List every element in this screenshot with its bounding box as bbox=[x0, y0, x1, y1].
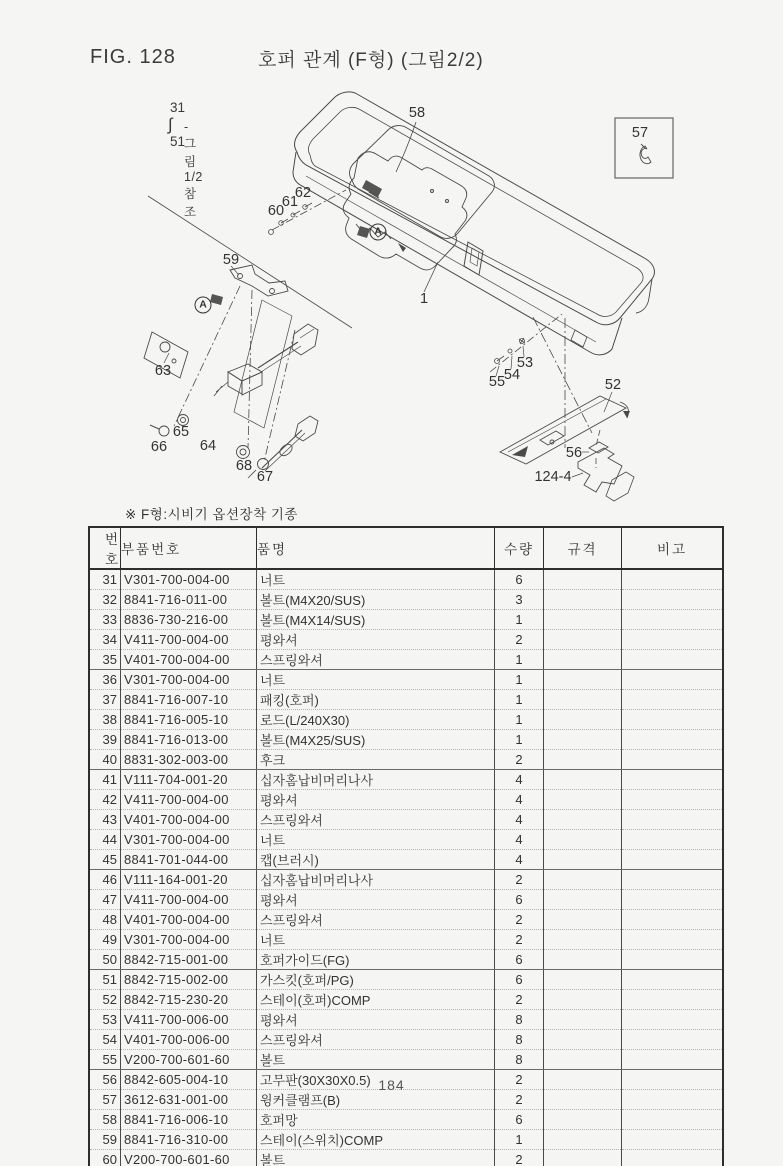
remarks bbox=[622, 670, 724, 690]
remarks bbox=[622, 770, 724, 790]
row-number: 31 bbox=[89, 569, 121, 590]
table-row bbox=[89, 710, 723, 730]
part-number: 8841-716-310-00 bbox=[121, 1130, 257, 1150]
remarks bbox=[622, 569, 724, 590]
table-row bbox=[89, 610, 723, 630]
table-row bbox=[89, 970, 723, 990]
column-header: 규격 bbox=[544, 527, 622, 569]
remarks bbox=[622, 850, 724, 870]
table-row bbox=[89, 850, 723, 870]
row-number: 43 bbox=[89, 810, 121, 830]
quantity: 2 bbox=[495, 1090, 544, 1110]
spec bbox=[544, 810, 622, 830]
spec bbox=[544, 1150, 622, 1166]
part-number: 8831-302-003-00 bbox=[121, 750, 257, 770]
quantity: 4 bbox=[495, 830, 544, 850]
table-row bbox=[89, 730, 723, 750]
row-number: 59 bbox=[89, 1130, 121, 1150]
row-number: 45 bbox=[89, 850, 121, 870]
view-marker-a-2: A bbox=[195, 297, 212, 314]
part-name: 호퍼가이드(FG) bbox=[257, 950, 495, 970]
part-name: 스프링와셔 bbox=[257, 650, 495, 670]
callout-61: 61 bbox=[281, 193, 299, 210]
part-name: 너트 bbox=[257, 830, 495, 850]
part-name: 너트 bbox=[257, 930, 495, 950]
remarks bbox=[622, 1050, 724, 1070]
quantity: 1 bbox=[495, 1130, 544, 1150]
part-name: 평와셔 bbox=[257, 790, 495, 810]
construction-line bbox=[148, 193, 352, 328]
spec bbox=[544, 630, 622, 650]
part-number: V401-700-004-00 bbox=[121, 650, 257, 670]
spec bbox=[544, 1110, 622, 1130]
quantity: 3 bbox=[495, 590, 544, 610]
remarks bbox=[622, 950, 724, 970]
quantity: 2 bbox=[495, 750, 544, 770]
part-number: V401-700-006-00 bbox=[121, 1030, 257, 1050]
part-number: 8841-701-044-00 bbox=[121, 850, 257, 870]
spec bbox=[544, 910, 622, 930]
quantity: 6 bbox=[495, 950, 544, 970]
quantity: 2 bbox=[495, 1150, 544, 1166]
figure-number: FIG. 128 bbox=[90, 46, 176, 68]
part-number: V301-700-004-00 bbox=[121, 569, 257, 590]
callout-56: 56 bbox=[565, 444, 583, 461]
remarks bbox=[622, 1010, 724, 1030]
table-row bbox=[89, 630, 723, 650]
table-row bbox=[89, 1130, 723, 1150]
table-row bbox=[89, 790, 723, 810]
parts-table-head-row bbox=[89, 527, 723, 569]
part-name: 패킹(호퍼) bbox=[257, 690, 495, 710]
quantity: 6 bbox=[495, 1110, 544, 1130]
part-number: 8841-716-005-10 bbox=[121, 710, 257, 730]
quantity: 8 bbox=[495, 1050, 544, 1070]
parts-table bbox=[88, 526, 724, 1166]
part-number: V411-700-004-00 bbox=[121, 890, 257, 910]
table-row bbox=[89, 870, 723, 890]
quantity: 1 bbox=[495, 610, 544, 630]
part-name: 평와셔 bbox=[257, 630, 495, 650]
callout-64: 64 bbox=[199, 437, 217, 454]
part-name: 로드(L/240X30) bbox=[257, 710, 495, 730]
part-number: 8842-715-002-00 bbox=[121, 970, 257, 990]
part-name: 스프링와셔 bbox=[257, 910, 495, 930]
spec bbox=[544, 830, 622, 850]
callout-65: 65 bbox=[172, 423, 190, 440]
table-row bbox=[89, 770, 723, 790]
remarks bbox=[622, 750, 724, 770]
table-row bbox=[89, 890, 723, 910]
spec bbox=[544, 770, 622, 790]
row-number: 54 bbox=[89, 1030, 121, 1050]
spec bbox=[544, 750, 622, 770]
inset-callout-57: 57 bbox=[631, 124, 649, 141]
row-number: 44 bbox=[89, 830, 121, 850]
part-number: V411-700-006-00 bbox=[121, 1010, 257, 1030]
callout-68: 68 bbox=[235, 457, 253, 474]
ref-range-end: 51 bbox=[170, 134, 186, 149]
table-row bbox=[89, 910, 723, 930]
table-row bbox=[89, 990, 723, 1010]
part-name: 스테이(호퍼)COMP bbox=[257, 990, 495, 1010]
spec bbox=[544, 670, 622, 690]
part-name: 가스킷(호퍼/PG) bbox=[257, 970, 495, 990]
table-row bbox=[89, 930, 723, 950]
column-header: 수량 bbox=[495, 527, 544, 569]
part-name: 스테이(스위치)COMP bbox=[257, 1130, 495, 1150]
part-name: 볼트 bbox=[257, 1050, 495, 1070]
part-name: 볼트 bbox=[257, 1150, 495, 1166]
part-name: 윙커클램프(B) bbox=[257, 1090, 495, 1110]
column-header: 품명 bbox=[257, 527, 495, 569]
quantity: 1 bbox=[495, 690, 544, 710]
row-number: 53 bbox=[89, 1010, 121, 1030]
quantity: 4 bbox=[495, 810, 544, 830]
row-number: 55 bbox=[89, 1050, 121, 1070]
remarks bbox=[622, 870, 724, 890]
part-name: 고무판(30X30X0.5) bbox=[257, 1070, 495, 1090]
part-name: 볼트(M4X25/SUS) bbox=[257, 730, 495, 750]
quantity: 4 bbox=[495, 770, 544, 790]
quantity: 1 bbox=[495, 650, 544, 670]
part-name: 볼트(M4X14/SUS) bbox=[257, 610, 495, 630]
remarks bbox=[622, 690, 724, 710]
quantity: 1 bbox=[495, 670, 544, 690]
callout-60: 60 bbox=[267, 202, 285, 219]
table-row bbox=[89, 590, 723, 610]
callout-66: 66 bbox=[150, 438, 168, 455]
row-number: 60 bbox=[89, 1150, 121, 1166]
callout-1: 1 bbox=[419, 290, 429, 307]
leader-1 bbox=[424, 262, 438, 292]
row-number: 38 bbox=[89, 710, 121, 730]
callout-63: 63 bbox=[154, 362, 172, 379]
page-number: 184 bbox=[378, 1077, 405, 1093]
quantity: 4 bbox=[495, 850, 544, 870]
row-number: 37 bbox=[89, 690, 121, 710]
remarks bbox=[622, 830, 724, 850]
part-name: 너트 bbox=[257, 569, 495, 590]
part-number: 8841-716-011-00 bbox=[121, 590, 257, 610]
row-number: 35 bbox=[89, 650, 121, 670]
remarks bbox=[622, 590, 724, 610]
row-number: 51 bbox=[89, 970, 121, 990]
quantity: 6 bbox=[495, 890, 544, 910]
spec bbox=[544, 990, 622, 1010]
part-number: V301-700-004-00 bbox=[121, 930, 257, 950]
row-number: 50 bbox=[89, 950, 121, 970]
part-name: 스프링와셔 bbox=[257, 810, 495, 830]
part-number: 8836-730-216-00 bbox=[121, 610, 257, 630]
callout-52: 52 bbox=[604, 376, 622, 393]
part-name: 평와셔 bbox=[257, 890, 495, 910]
row-number: 41 bbox=[89, 770, 121, 790]
part-name: 스프링와셔 bbox=[257, 1030, 495, 1050]
part-number: V411-700-004-00 bbox=[121, 790, 257, 810]
spec bbox=[544, 569, 622, 590]
quantity: 2 bbox=[495, 630, 544, 650]
row-number: 56 bbox=[89, 1070, 121, 1090]
row-number: 33 bbox=[89, 610, 121, 630]
row-number: 32 bbox=[89, 590, 121, 610]
callout-62: 62 bbox=[294, 184, 312, 201]
spec bbox=[544, 890, 622, 910]
part-number: V301-700-004-00 bbox=[121, 830, 257, 850]
quantity: 4 bbox=[495, 790, 544, 810]
part-name: 십자홈납비머리나사 bbox=[257, 870, 495, 890]
row-number: 57 bbox=[89, 1090, 121, 1110]
quantity: 6 bbox=[495, 569, 544, 590]
callout-59: 59 bbox=[222, 251, 240, 268]
spec bbox=[544, 590, 622, 610]
part-name: 후크 bbox=[257, 750, 495, 770]
remarks bbox=[622, 930, 724, 950]
ref-note-text: - 그림1/2참조 bbox=[184, 120, 203, 219]
quantity: 2 bbox=[495, 910, 544, 930]
part-name: 십자홈납비머리나사 bbox=[257, 770, 495, 790]
spec bbox=[544, 930, 622, 950]
part-number: 8842-715-230-20 bbox=[121, 990, 257, 1010]
row-number: 48 bbox=[89, 910, 121, 930]
column-header: 비고 bbox=[622, 527, 724, 569]
range-brace-icon: ∫ bbox=[168, 115, 173, 134]
table-row bbox=[89, 1110, 723, 1130]
quantity: 2 bbox=[495, 930, 544, 950]
table-note: ※ F형:시비기 옵션장착 기종 bbox=[125, 507, 298, 522]
spec bbox=[544, 730, 622, 750]
spec bbox=[544, 870, 622, 890]
table-row bbox=[89, 1030, 723, 1050]
table-row bbox=[89, 1050, 723, 1070]
table-row bbox=[89, 569, 723, 590]
part-number: V111-704-001-20 bbox=[121, 770, 257, 790]
remarks bbox=[622, 630, 724, 650]
page-title: 호퍼 관계 (F형) (그림2/2) bbox=[258, 50, 484, 71]
part-name: 캡(브러시) bbox=[257, 850, 495, 870]
part-number: 8841-716-007-10 bbox=[121, 690, 257, 710]
view-marker-a-1: A bbox=[370, 224, 387, 241]
table-row bbox=[89, 950, 723, 970]
spec bbox=[544, 1050, 622, 1070]
quantity: 1 bbox=[495, 710, 544, 730]
row-number: 34 bbox=[89, 630, 121, 650]
callout-67: 67 bbox=[256, 468, 274, 485]
table-row bbox=[89, 1010, 723, 1030]
quantity: 2 bbox=[495, 990, 544, 1010]
row-number: 46 bbox=[89, 870, 121, 890]
spec bbox=[544, 650, 622, 670]
part-number: V411-700-004-00 bbox=[121, 630, 257, 650]
callout-55: 55 bbox=[488, 373, 506, 390]
remarks bbox=[622, 1150, 724, 1166]
part-number: V111-164-001-20 bbox=[121, 870, 257, 890]
remarks bbox=[622, 810, 724, 830]
part-number: 8841-716-013-00 bbox=[121, 730, 257, 750]
quantity: 8 bbox=[495, 1030, 544, 1050]
part-number: V200-700-601-60 bbox=[121, 1150, 257, 1166]
part-name: 호퍼망 bbox=[257, 1110, 495, 1130]
remarks bbox=[622, 910, 724, 930]
spec bbox=[544, 970, 622, 990]
part-number: V401-700-004-00 bbox=[121, 810, 257, 830]
ref-range-start: 31 bbox=[170, 100, 186, 115]
table-row bbox=[89, 830, 723, 850]
spec bbox=[544, 1130, 622, 1150]
row-number: 42 bbox=[89, 790, 121, 810]
quantity: 8 bbox=[495, 1010, 544, 1030]
row-number: 39 bbox=[89, 730, 121, 750]
remarks bbox=[622, 730, 724, 750]
part-number: V401-700-004-00 bbox=[121, 910, 257, 930]
remarks bbox=[622, 1110, 724, 1130]
part-name: 너트 bbox=[257, 670, 495, 690]
spec bbox=[544, 850, 622, 870]
row-number: 58 bbox=[89, 1110, 121, 1130]
gasket-blob bbox=[343, 122, 467, 270]
remarks bbox=[622, 710, 724, 730]
remarks bbox=[622, 890, 724, 910]
spec bbox=[544, 690, 622, 710]
callout-124-4: 124-4 bbox=[534, 468, 572, 485]
quantity: 1 bbox=[495, 730, 544, 750]
part-name: 평와셔 bbox=[257, 1010, 495, 1030]
quantity: 2 bbox=[495, 1070, 544, 1090]
part-number: 3612-631-001-00 bbox=[121, 1090, 257, 1110]
row-number: 49 bbox=[89, 930, 121, 950]
diagram-drawing bbox=[0, 0, 783, 520]
column-header: 번호 bbox=[89, 527, 121, 569]
quantity: 2 bbox=[495, 870, 544, 890]
callout-53: 53 bbox=[516, 354, 534, 371]
table-row bbox=[89, 690, 723, 710]
remarks bbox=[622, 650, 724, 670]
callout-58: 58 bbox=[408, 104, 426, 121]
spec bbox=[544, 610, 622, 630]
quantity: 6 bbox=[495, 970, 544, 990]
row-number: 36 bbox=[89, 670, 121, 690]
row-number: 52 bbox=[89, 990, 121, 1010]
part-number: 8842-605-004-10 bbox=[121, 1070, 257, 1090]
spec bbox=[544, 790, 622, 810]
part-name: 볼트(M4X20/SUS) bbox=[257, 590, 495, 610]
remarks bbox=[622, 790, 724, 810]
callout-54: 54 bbox=[503, 366, 521, 383]
table-row bbox=[89, 1150, 723, 1166]
spec bbox=[544, 710, 622, 730]
table-row bbox=[89, 650, 723, 670]
spec bbox=[544, 950, 622, 970]
parts-diagram bbox=[0, 0, 783, 520]
table-row bbox=[89, 750, 723, 770]
part-number: V301-700-004-00 bbox=[121, 670, 257, 690]
table-row bbox=[89, 670, 723, 690]
table-row bbox=[89, 810, 723, 830]
spec bbox=[544, 1030, 622, 1050]
part-number: V200-700-601-60 bbox=[121, 1050, 257, 1070]
row-number: 40 bbox=[89, 750, 121, 770]
part-number: 8842-715-001-00 bbox=[121, 950, 257, 970]
remarks bbox=[622, 970, 724, 990]
remarks bbox=[622, 1130, 724, 1150]
row-number: 47 bbox=[89, 890, 121, 910]
remarks bbox=[622, 990, 724, 1010]
column-header: 부품번호 bbox=[121, 527, 257, 569]
remarks bbox=[622, 610, 724, 630]
remarks bbox=[622, 1030, 724, 1050]
part-number: 8841-716-006-10 bbox=[121, 1110, 257, 1130]
spec bbox=[544, 1010, 622, 1030]
